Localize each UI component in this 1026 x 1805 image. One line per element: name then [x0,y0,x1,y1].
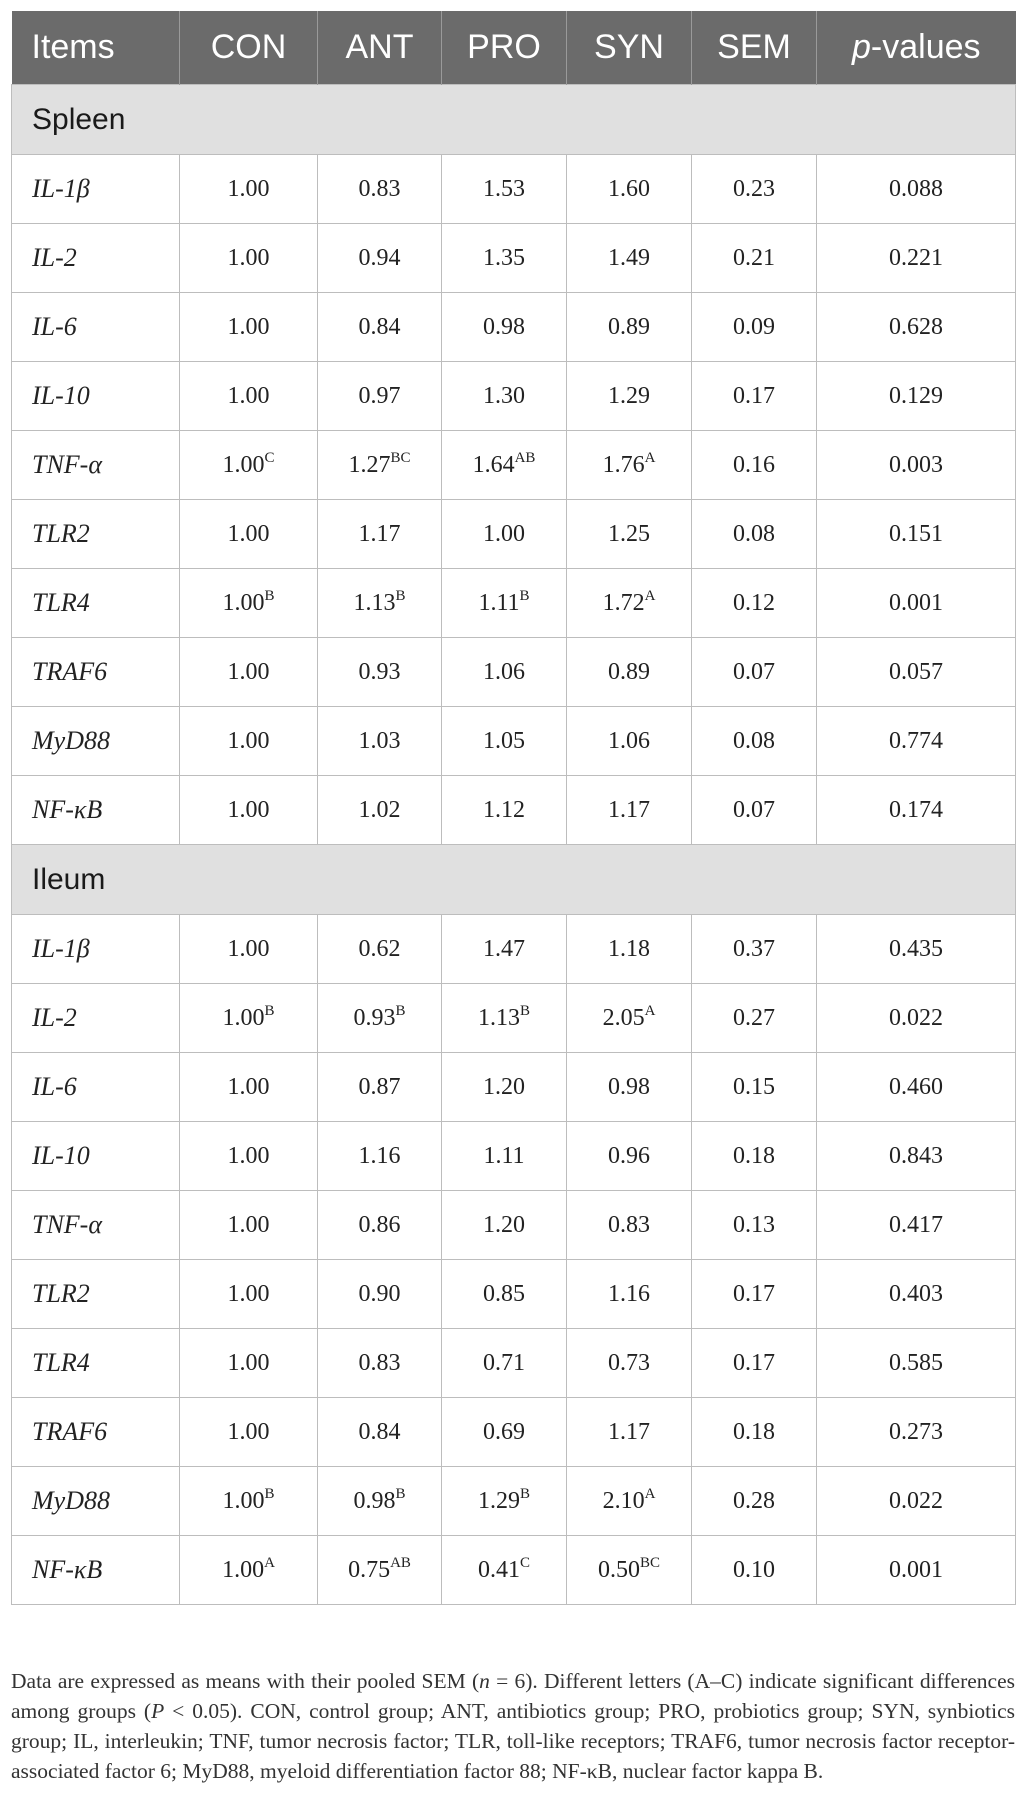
header-con: CON [180,11,318,85]
cell-sem: 0.28 [692,1467,817,1536]
cell-pro [442,1329,567,1398]
table-row [12,638,1016,707]
section-row [12,85,1016,155]
value-pro: 1.11 [483,1142,525,1169]
value-ant: 0.62 [358,935,401,962]
significance-letter: B [519,1485,530,1502]
cell-syn [567,638,692,707]
cell-p: 0.417 [817,1191,1016,1260]
value-con: 1.00 [222,451,265,478]
value-con: 1.00 [227,1211,270,1238]
cell-pro [442,569,567,638]
value-con: 1.00 [222,1556,265,1583]
value-con: 1.00 [227,1073,270,1100]
cell-ant [318,1536,442,1605]
significance-letter: A [264,1554,275,1571]
footnote-part2: = 6). Different letters (A–C) indicate significant differences among groups ( [11,1668,1015,1723]
cell-p: 0.435 [817,915,1016,984]
cell-pro [442,1467,567,1536]
value-con: 1.00 [227,727,270,754]
cell-syn [567,915,692,984]
significance-letter: BC [390,449,411,466]
cell-sem: 0.18 [692,1122,817,1191]
value-syn: 1.16 [608,1280,650,1307]
value-syn: 0.89 [608,658,650,685]
value-con: 1.00 [227,244,270,271]
cell-con [180,500,318,569]
value-syn: 2.05 [602,1004,645,1031]
table-row [12,362,1016,431]
cell-con [180,776,318,845]
cell-pro [442,915,567,984]
significance-letter: B [395,587,406,604]
cell-con [180,362,318,431]
value-ant: 1.02 [358,796,401,823]
value-ant: 0.93 [353,1004,396,1031]
cell-pro [442,1536,567,1605]
cell-p: 0.022 [817,1467,1016,1536]
value-ant: 1.17 [358,520,401,547]
significance-letter: B [519,1002,530,1019]
table-row [12,1053,1016,1122]
significance-letter: A [644,1002,656,1019]
value-syn: 1.49 [608,244,650,271]
value-pro: 1.12 [483,796,525,823]
cell-sem: 0.08 [692,500,817,569]
significance-letter: B [264,587,275,604]
value-con: 1.00 [227,935,270,962]
cell-ant [318,984,442,1053]
table-row [12,224,1016,293]
cell-p: 0.174 [817,776,1016,845]
cell-sem: 0.10 [692,1536,817,1605]
cell-con [180,293,318,362]
cell-syn [567,1398,692,1467]
cell-ant [318,569,442,638]
cell-ant [318,155,442,224]
value-con: 1.00 [227,1142,270,1169]
cell-ant [318,638,442,707]
cell-p: 0.628 [817,293,1016,362]
cell-sem: 0.37 [692,915,817,984]
cell-p: 0.774 [817,707,1016,776]
value-ant: 0.98 [353,1487,396,1514]
value-con: 1.00 [227,1349,270,1376]
value-con: 1.00 [222,1004,265,1031]
value-pro: 1.11 [478,589,520,616]
cell-syn [567,1053,692,1122]
item-name: IL-2 [12,224,180,293]
table-row [12,915,1016,984]
cell-ant [318,1260,442,1329]
value-syn: 1.76 [602,451,645,478]
item-name: TNF-α [12,431,180,500]
cell-pro [442,1398,567,1467]
cell-ant [318,1122,442,1191]
value-pro: 1.64 [472,451,515,478]
item-name: TLR4 [12,1329,180,1398]
cell-ant [318,915,442,984]
item-name: MyD88 [12,1467,180,1536]
cell-con [180,1122,318,1191]
item-name: TRAF6 [12,638,180,707]
cell-pro [442,1260,567,1329]
cell-sem: 0.08 [692,707,817,776]
cell-con [180,1329,318,1398]
cell-syn [567,1536,692,1605]
value-con: 1.00 [227,658,270,685]
cell-syn [567,1191,692,1260]
value-syn: 1.18 [608,935,650,962]
cell-syn [567,155,692,224]
value-pro: 1.29 [477,1487,520,1514]
cell-syn [567,1329,692,1398]
cell-con [180,1191,318,1260]
cell-pro [442,638,567,707]
significance-letter: B [264,1485,275,1502]
item-name: TLR4 [12,569,180,638]
cell-syn [567,293,692,362]
cell-ant [318,1398,442,1467]
value-ant: 1.16 [358,1142,401,1169]
cell-con [180,915,318,984]
table-header [12,11,1016,85]
cell-sem: 0.07 [692,638,817,707]
significance-letter: A [644,1485,656,1502]
item-name: TLR2 [12,500,180,569]
value-pro: 0.41 [477,1556,520,1583]
cell-syn [567,224,692,293]
cell-ant [318,1329,442,1398]
table-row [12,1398,1016,1467]
table-row [12,431,1016,500]
cell-ant [318,431,442,500]
table-row [12,1536,1016,1605]
cell-pro [442,776,567,845]
value-con: 1.00 [227,520,270,547]
cell-con [180,431,318,500]
significance-letter: A [644,449,656,466]
cell-ant [318,293,442,362]
cell-p: 0.022 [817,984,1016,1053]
significance-letter: B [264,1002,275,1019]
table-row [12,500,1016,569]
cell-pro [442,1053,567,1122]
p-values-suffix: -values [870,28,981,66]
header-p-values [817,11,1016,85]
table-row [12,1467,1016,1536]
cell-ant [318,500,442,569]
item-name: IL-10 [12,1122,180,1191]
cell-p: 0.057 [817,638,1016,707]
cell-ant [318,776,442,845]
cell-p: 0.151 [817,500,1016,569]
cell-syn [567,431,692,500]
cell-pro [442,1122,567,1191]
table-row [12,707,1016,776]
section-title: Ileum [12,845,1016,915]
cell-con [180,1398,318,1467]
cell-pro [442,155,567,224]
value-pro: 1.05 [483,727,525,754]
footnote-n: n [479,1668,490,1693]
value-ant: 0.83 [358,1349,401,1376]
value-ant: 0.97 [358,382,401,409]
value-syn: 1.17 [608,1418,650,1445]
value-pro: 1.30 [483,382,525,409]
cell-sem: 0.13 [692,1191,817,1260]
table-row [12,984,1016,1053]
cell-ant [318,707,442,776]
value-pro: 0.85 [483,1280,525,1307]
cell-syn [567,984,692,1053]
value-pro: 1.13 [477,1004,520,1031]
value-con: 1.00 [227,175,270,202]
item-name: NF-κB [12,1536,180,1605]
cell-sem: 0.17 [692,362,817,431]
cell-syn [567,1467,692,1536]
cell-p: 0.129 [817,362,1016,431]
item-name: IL-6 [12,1053,180,1122]
cell-con [180,1467,318,1536]
cell-sem: 0.21 [692,224,817,293]
value-ant: 0.84 [358,313,401,340]
section-row [12,845,1016,915]
value-ant: 0.90 [358,1280,401,1307]
header-sem: SEM [692,11,817,85]
value-ant: 1.27 [348,451,391,478]
cell-syn [567,776,692,845]
cell-sem: 0.15 [692,1053,817,1122]
value-syn: 1.25 [608,520,650,547]
cell-pro [442,707,567,776]
value-ant: 0.84 [358,1418,401,1445]
cell-ant [318,1191,442,1260]
value-pro: 1.00 [483,520,525,547]
significance-letter: AB [514,449,536,466]
cell-con [180,1053,318,1122]
value-syn: 1.17 [608,796,650,823]
value-syn: 0.98 [608,1073,650,1100]
table-row [12,1329,1016,1398]
cell-pro [442,984,567,1053]
cell-p: 0.460 [817,1053,1016,1122]
cell-p: 0.003 [817,431,1016,500]
cell-p: 0.088 [817,155,1016,224]
item-name: TNF-α [12,1191,180,1260]
significance-letter: BC [639,1554,660,1571]
table-row [12,155,1016,224]
cell-pro [442,1191,567,1260]
cell-sem: 0.27 [692,984,817,1053]
footnote-part1: Data are expressed as means with their pooled SEM ( [11,1668,480,1693]
cell-con [180,638,318,707]
item-name: IL-6 [12,293,180,362]
significance-letter: B [395,1002,406,1019]
cell-ant [318,362,442,431]
value-syn: 0.73 [608,1349,650,1376]
item-name: TRAF6 [12,1398,180,1467]
value-syn: 1.29 [608,382,650,409]
significance-letter: AB [390,1554,411,1571]
value-syn: 0.89 [608,313,650,340]
value-con: 1.00 [222,1487,265,1514]
item-name: IL-10 [12,362,180,431]
cell-con [180,224,318,293]
data-table-container [11,11,1015,1605]
cell-sem: 0.23 [692,155,817,224]
cell-con [180,707,318,776]
footnote-part3: < 0.05). CON, control group; ANT, antibiotics group; PRO, probiotics group; SYN, synbiotics group; IL, interleukin; TNF, tumor necrosis factor; TLR, toll-like receptors; TRAF6, tumor necrosis factor receptor-associated factor 6; MyD88, myeloid differentiation factor 88; NF-κB, nuclear factor kappa B. [11,1698,1015,1783]
table-row [12,1191,1016,1260]
value-con: 1.00 [227,1280,270,1307]
cell-p: 0.001 [817,569,1016,638]
header-items: Items [12,11,180,85]
table-body [12,85,1016,1605]
section-title: Spleen [12,85,1016,155]
cell-syn [567,707,692,776]
gene-expression-table [11,11,1016,1605]
significance-letter: C [519,1554,530,1571]
cell-sem: 0.16 [692,431,817,500]
value-syn: 0.83 [608,1211,650,1238]
item-name: MyD88 [12,707,180,776]
table-row [12,776,1016,845]
item-name: NF-κB [12,776,180,845]
cell-p: 0.843 [817,1122,1016,1191]
cell-p: 0.403 [817,1260,1016,1329]
cell-pro [442,224,567,293]
cell-con [180,1260,318,1329]
value-syn: 1.60 [608,175,650,202]
cell-con [180,984,318,1053]
value-ant: 0.93 [358,658,401,685]
table-row [12,1260,1016,1329]
cell-pro [442,362,567,431]
cell-syn [567,569,692,638]
cell-pro [442,431,567,500]
table-row [12,569,1016,638]
header-syn: SYN [567,11,692,85]
significance-letter: B [395,1485,406,1502]
value-syn: 0.96 [608,1142,650,1169]
value-pro: 1.35 [483,244,525,271]
cell-p: 0.585 [817,1329,1016,1398]
header-ant: ANT [318,11,442,85]
value-pro: 1.20 [483,1073,525,1100]
significance-letter: C [264,449,275,466]
value-pro: 1.53 [483,175,525,202]
value-con: 1.00 [227,796,270,823]
cell-syn [567,1122,692,1191]
item-name: IL-2 [12,984,180,1053]
cell-p: 0.273 [817,1398,1016,1467]
table-footnote [11,1666,1015,1786]
cell-ant [318,224,442,293]
cell-syn [567,500,692,569]
value-pro: 0.98 [483,313,525,340]
cell-sem: 0.17 [692,1260,817,1329]
cell-sem: 0.12 [692,569,817,638]
cell-pro [442,293,567,362]
value-ant: 0.86 [358,1211,401,1238]
item-name: IL-1β [12,155,180,224]
header-pro: PRO [442,11,567,85]
cell-pro [442,500,567,569]
significance-letter: B [519,587,530,604]
value-pro: 0.71 [483,1349,525,1376]
value-ant: 1.13 [353,589,396,616]
value-pro: 1.47 [483,935,525,962]
cell-p: 0.221 [817,224,1016,293]
table-row [12,1122,1016,1191]
table-row [12,293,1016,362]
value-con: 1.00 [222,589,265,616]
cell-p: 0.001 [817,1536,1016,1605]
value-ant: 0.87 [358,1073,401,1100]
value-ant: 0.75 [348,1556,391,1583]
item-name: IL-1β [12,915,180,984]
cell-con [180,569,318,638]
significance-letter: A [644,587,656,604]
cell-sem: 0.07 [692,776,817,845]
cell-con [180,155,318,224]
cell-syn [567,362,692,431]
cell-con [180,1536,318,1605]
cell-sem: 0.17 [692,1329,817,1398]
value-con: 1.00 [227,313,270,340]
cell-sem: 0.18 [692,1398,817,1467]
value-con: 1.00 [227,1418,270,1445]
item-name: TLR2 [12,1260,180,1329]
value-syn: 0.50 [597,1556,640,1583]
value-ant: 1.03 [358,727,401,754]
cell-sem: 0.09 [692,293,817,362]
cell-ant [318,1053,442,1122]
value-pro: 1.06 [483,658,525,685]
footnote-p: P [151,1698,165,1723]
value-pro: 0.69 [483,1418,525,1445]
value-ant: 0.83 [358,175,401,202]
value-ant: 0.94 [358,244,401,271]
value-con: 1.00 [227,382,270,409]
cell-syn [567,1260,692,1329]
cell-ant [318,1467,442,1536]
value-syn: 1.06 [608,727,650,754]
value-syn: 1.72 [602,589,645,616]
p-symbol: p [851,28,871,66]
value-syn: 2.10 [602,1487,645,1514]
value-pro: 1.20 [483,1211,525,1238]
